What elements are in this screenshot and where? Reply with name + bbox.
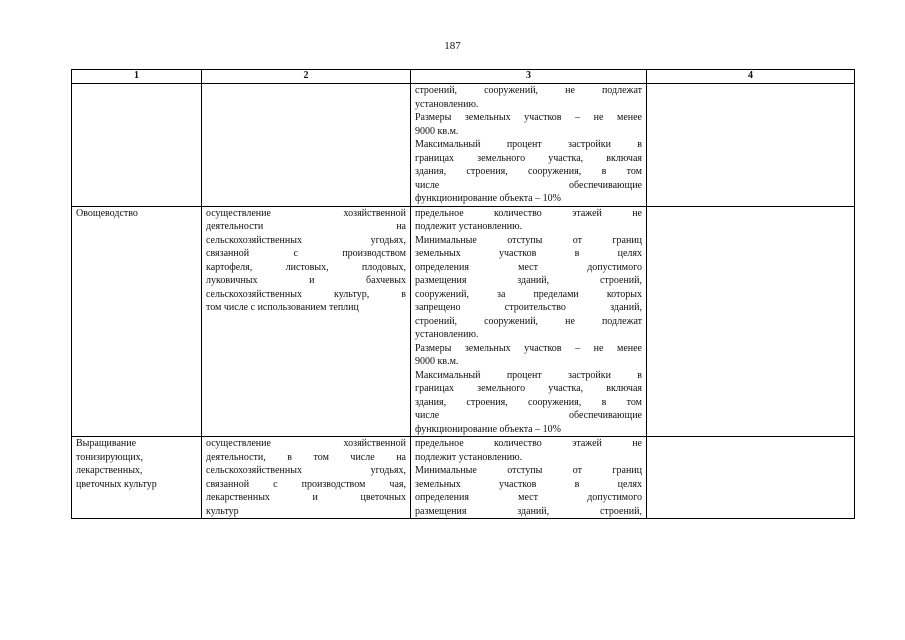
cell-line: лекарственных и цветочных	[206, 492, 406, 503]
cell-line: сооружений, за пределами которых	[415, 288, 642, 300]
cell-line: деятельности, в том числе на	[206, 451, 406, 463]
cell-line: лекарственных,	[76, 465, 143, 476]
cell-line: осуществление хозяйственной	[206, 207, 406, 219]
cell-line: здания, строения, сооружения, в том	[415, 166, 642, 177]
cell-notes	[647, 206, 855, 437]
cell-line: здания, строения, сооружения, в том	[415, 396, 642, 408]
cell-line: подлежит установлению.	[415, 451, 523, 463]
cell-description	[202, 84, 411, 207]
cell-line: предельное количество этажей не	[415, 207, 642, 219]
cell-description	[202, 206, 411, 437]
page-number: 187	[444, 40, 461, 52]
cell-description	[202, 437, 411, 519]
column-header-3: 3	[411, 70, 647, 84]
cell-line: границах земельного участка, включая	[415, 383, 642, 394]
cell-line: сельскохозяйственных культур, в	[206, 288, 406, 300]
cell-line: связанной с производством	[206, 248, 406, 259]
cell-line: Выращивание	[76, 438, 137, 449]
cell-line: картофеля, листовых, плодовых,	[206, 261, 406, 273]
cell-line: связанной с производством чая,	[206, 478, 406, 490]
cell-line: Максимальный процент застройки в	[415, 369, 642, 381]
table-row	[72, 206, 855, 437]
cell-line: Минимальные отступы от границ	[415, 234, 642, 246]
cell-line: предельное количество этажей не	[415, 438, 642, 449]
table-row	[72, 84, 855, 207]
cell-line: земельных участков в целях	[415, 478, 642, 490]
cell-line: функционирование объекта – 10%	[415, 193, 561, 204]
cell-line: Овощеводство	[76, 207, 138, 219]
cell-line: запрещено строительство зданий,	[415, 302, 642, 313]
column-header-1: 1	[72, 70, 202, 84]
cell-line: сельскохозяйственных угодьях,	[206, 465, 406, 476]
cell-notes	[647, 437, 855, 519]
cell-line: строений, сооружений, не подлежат	[415, 315, 642, 327]
cell-line: подлежит установлению.	[415, 221, 523, 232]
cell-land-use-name	[72, 84, 202, 207]
cell-line: строений, сооружений, не подлежат	[415, 85, 642, 96]
cell-line: определения мест допустимого	[415, 492, 642, 503]
cell-line: Размеры земельных участков – не менее	[415, 342, 642, 354]
cell-line: земельных участков в целях	[415, 248, 642, 259]
cell-line: границах земельного участка, включая	[415, 152, 642, 164]
cell-land-use-name	[72, 206, 202, 437]
cell-line: числе обеспечивающие	[415, 410, 642, 421]
cell-line: осуществление хозяйственной	[206, 438, 406, 449]
cell-notes	[647, 84, 855, 207]
cell-line: размещения зданий, строений,	[415, 505, 642, 517]
table-header-row	[72, 70, 855, 84]
table-row	[72, 437, 855, 519]
cell-line: культур	[206, 505, 239, 517]
regulations-table	[71, 69, 855, 519]
cell-land-use-name	[72, 437, 202, 519]
cell-line: деятельности на	[206, 221, 406, 232]
cell-line: размещения зданий, строений,	[415, 275, 642, 286]
cell-line: Размеры земельных участков – не менее	[415, 112, 642, 123]
column-header-4: 4	[647, 70, 855, 84]
cell-line: Минимальные отступы от границ	[415, 465, 642, 476]
cell-line: Максимальный процент застройки в	[415, 139, 642, 150]
cell-parameters	[411, 437, 647, 519]
cell-line: том числе с использованием теплиц	[206, 302, 359, 313]
cell-line: луковичных и бахчевых	[206, 275, 406, 286]
table-body	[72, 84, 855, 519]
cell-parameters	[411, 84, 647, 207]
cell-parameters	[411, 206, 647, 437]
cell-line: числе обеспечивающие	[415, 179, 642, 191]
cell-line: установлению.	[415, 329, 479, 340]
cell-line: установлению.	[415, 98, 479, 110]
column-header-2: 2	[202, 70, 411, 84]
cell-line: цветочных культур	[76, 478, 157, 490]
cell-line: 9000 кв.м.	[415, 356, 459, 367]
cell-line: сельскохозяйственных угодьях,	[206, 234, 406, 246]
cell-line: 9000 кв.м.	[415, 125, 459, 137]
cell-line: тонизирующих,	[76, 451, 144, 463]
cell-line: определения мест допустимого	[415, 261, 642, 273]
cell-line: функционирование объекта – 10%	[415, 423, 561, 435]
